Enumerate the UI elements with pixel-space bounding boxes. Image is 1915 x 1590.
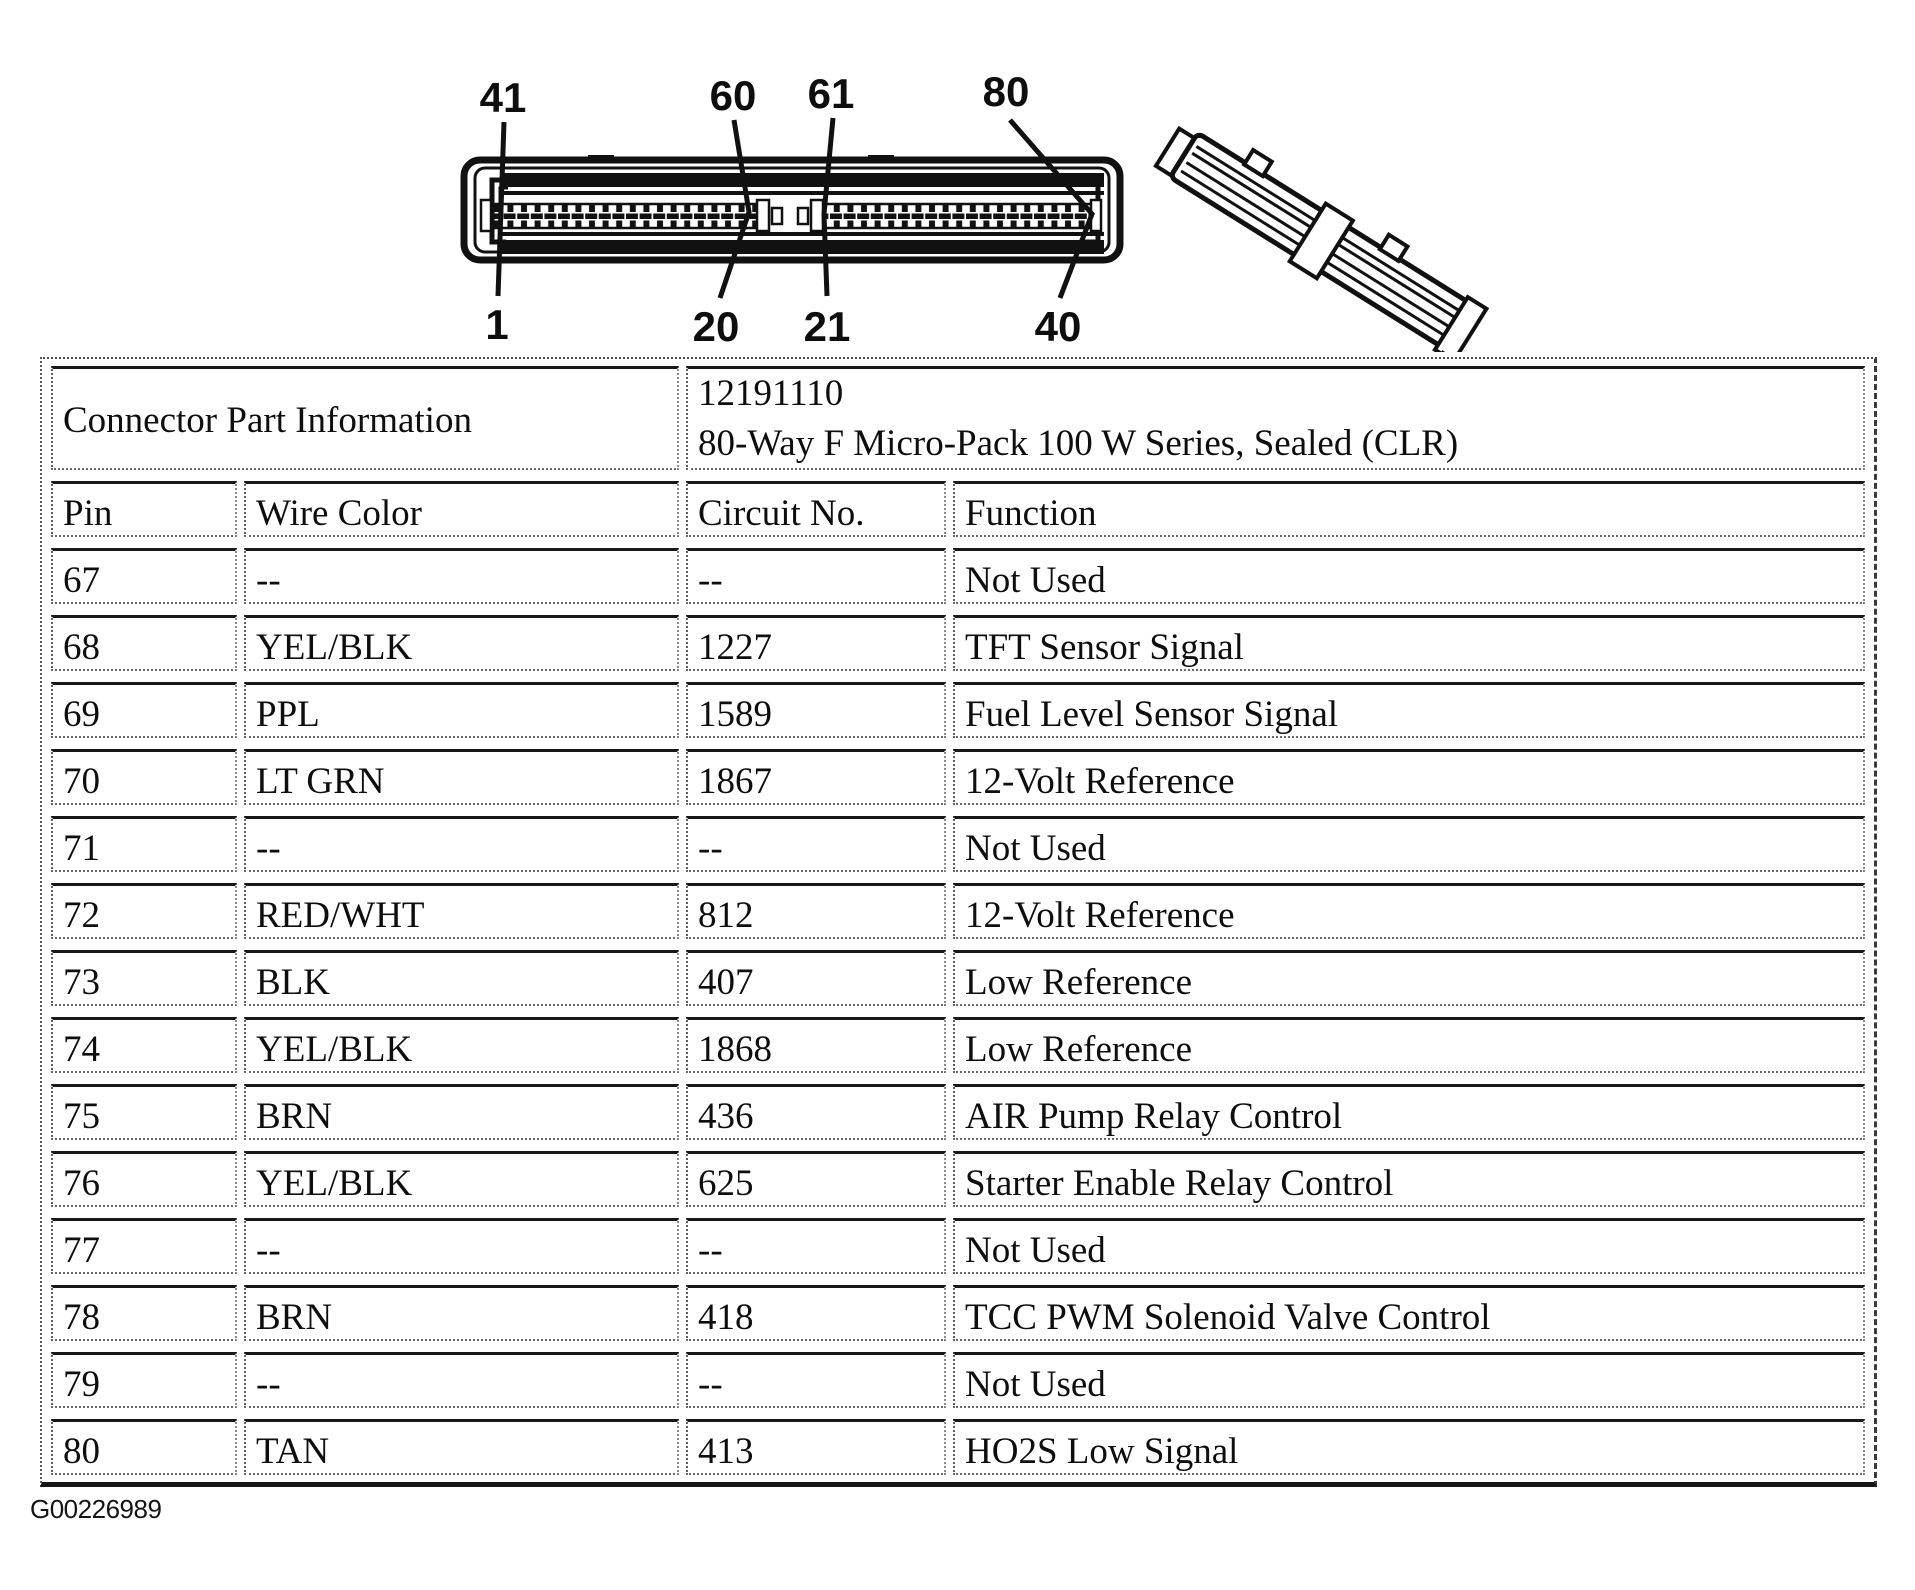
wire-color-cell: BLK xyxy=(244,950,679,1006)
circuit-cell: -- xyxy=(686,548,946,604)
part-number-cell xyxy=(686,366,1865,470)
pin-cell: 77 xyxy=(51,1218,237,1274)
function-cell: Fuel Level Sensor Signal xyxy=(953,682,1865,738)
pin-cell: 73 xyxy=(51,950,237,1006)
pin-callout-1: 1 xyxy=(485,301,509,348)
circuit-cell: 1867 xyxy=(686,749,946,805)
table-row xyxy=(51,615,1865,671)
wire-color-cell: -- xyxy=(244,548,679,604)
circuit-cell: 1227 xyxy=(686,615,946,671)
pin-callout-20: 20 xyxy=(692,303,740,350)
leader-line-41-1 xyxy=(498,122,504,296)
table-row xyxy=(51,950,1865,1006)
shell-key-tab xyxy=(868,155,894,162)
circuit-cell: -- xyxy=(686,816,946,872)
pin-cell: 78 xyxy=(51,1285,237,1341)
wire-color-cell: BRN xyxy=(244,1285,679,1341)
function-cell: AIR Pump Relay Control xyxy=(953,1084,1865,1140)
wire-color-cell: RED/WHT xyxy=(244,883,679,939)
pin-cell: 69 xyxy=(51,682,237,738)
pin-cell: 71 xyxy=(51,816,237,872)
table-row xyxy=(51,883,1865,939)
wire-color-cell: TAN xyxy=(244,1419,679,1475)
table-row xyxy=(51,749,1865,805)
function-cell: Not Used xyxy=(953,1352,1865,1408)
column-header-wire: Wire Color xyxy=(244,481,679,537)
table-row xyxy=(51,1285,1865,1341)
wire-color-cell: -- xyxy=(244,816,679,872)
pin-callout-41: 41 xyxy=(479,74,527,121)
function-cell: HO2S Low Signal xyxy=(953,1419,1865,1475)
table-row xyxy=(51,1419,1865,1475)
connector-diagram xyxy=(0,0,1915,352)
circuit-cell: -- xyxy=(686,1218,946,1274)
table-row xyxy=(51,1218,1865,1274)
pin-cell: 74 xyxy=(51,1017,237,1073)
pin-cell: 76 xyxy=(51,1151,237,1207)
function-cell: 12-Volt Reference xyxy=(953,749,1865,805)
wire-color-cell: YEL/BLK xyxy=(244,1017,679,1073)
circuit-cell: 407 xyxy=(686,950,946,1006)
table-row xyxy=(51,1084,1865,1140)
pin-cell: 70 xyxy=(51,749,237,805)
part-number: 12191110 xyxy=(698,373,844,414)
circuit-cell: 436 xyxy=(686,1084,946,1140)
circuit-cell: 625 xyxy=(686,1151,946,1207)
part-info-label-cell xyxy=(51,366,679,470)
part-info-row xyxy=(51,366,1865,470)
function-cell: 12-Volt Reference xyxy=(953,883,1865,939)
pin-cell: 75 xyxy=(51,1084,237,1140)
circuit-cell: 1589 xyxy=(686,682,946,738)
function-cell: Not Used xyxy=(953,1218,1865,1274)
pin-strip-right xyxy=(822,204,1092,228)
function-cell: Not Used xyxy=(953,548,1865,604)
pin-cell: 79 xyxy=(51,1352,237,1408)
function-cell: TFT Sensor Signal xyxy=(953,615,1865,671)
function-cell: TCC PWM Solenoid Valve Control xyxy=(953,1285,1865,1341)
pin-callout-40: 40 xyxy=(1034,303,1082,350)
pin-cell: 68 xyxy=(51,615,237,671)
column-header-row xyxy=(51,481,1865,537)
part-info-label: Connector Part Information xyxy=(63,399,472,441)
pin-cell: 67 xyxy=(51,548,237,604)
function-cell: Not Used xyxy=(953,816,1865,872)
wire-color-cell: PPL xyxy=(244,682,679,738)
pin-cell: 72 xyxy=(51,883,237,939)
connector-face-view xyxy=(464,155,1120,260)
circuit-cell: 413 xyxy=(686,1419,946,1475)
table-row xyxy=(51,548,1865,604)
pin-callout-80: 80 xyxy=(982,68,1030,115)
wire-color-cell: -- xyxy=(244,1218,679,1274)
figure-id: G00226989 xyxy=(30,1494,162,1524)
column-header-circuit: Circuit No. xyxy=(686,481,946,537)
function-cell: Low Reference xyxy=(953,1017,1865,1073)
table-row xyxy=(51,1151,1865,1207)
circuit-cell: 418 xyxy=(686,1285,946,1341)
function-cell: Starter Enable Relay Control xyxy=(953,1151,1865,1207)
shell-key-tab xyxy=(588,155,614,162)
pin-cell: 80 xyxy=(51,1419,237,1475)
column-header-pin: Pin xyxy=(51,481,237,537)
wire-color-cell: YEL/BLK xyxy=(244,1151,679,1207)
function-cell: Low Reference xyxy=(953,950,1865,1006)
table-row xyxy=(51,816,1865,872)
pin-callout-21: 21 xyxy=(803,303,851,350)
pin-callout-60: 60 xyxy=(709,72,757,119)
wire-color-cell: YEL/BLK xyxy=(244,615,679,671)
wire-color-cell: BRN xyxy=(244,1084,679,1140)
wire-color-cell: LT GRN xyxy=(244,749,679,805)
circuit-cell: 1868 xyxy=(686,1017,946,1073)
pin-strip-left xyxy=(490,204,758,228)
table-row xyxy=(51,1017,1865,1073)
pin-callout-61: 61 xyxy=(807,70,855,117)
circuit-cell: -- xyxy=(686,1352,946,1408)
table-row xyxy=(51,682,1865,738)
table-row xyxy=(51,1352,1865,1408)
circuit-cell: 812 xyxy=(686,883,946,939)
connector-3d-view xyxy=(1146,111,1494,352)
wire-color-cell: -- xyxy=(244,1352,679,1408)
connector-pinout-table xyxy=(40,357,1877,1487)
part-description: 80-Way F Micro-Pack 100 W Series, Sealed (CLR) xyxy=(698,422,1459,464)
column-header-function: Function xyxy=(953,481,1865,537)
